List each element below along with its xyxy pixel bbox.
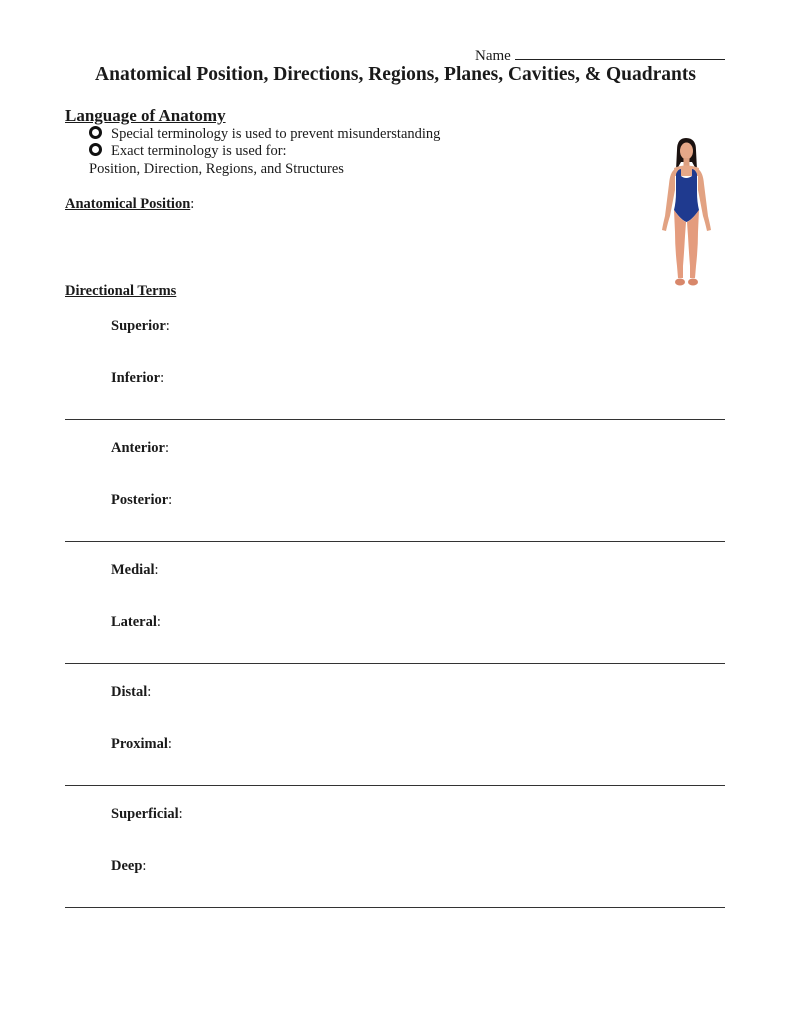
directional-terms-heading: Directional Terms	[65, 283, 177, 299]
directional-term	[111, 370, 164, 387]
left-arm-shape	[662, 169, 675, 231]
name-label: Name	[475, 48, 511, 64]
anatomical-position-text: Anatomical Position	[65, 196, 191, 212]
colon: :	[178, 806, 183, 822]
bullet-text: Special terminology is used to prevent misunderstanding	[111, 126, 441, 142]
directional-term	[111, 684, 151, 701]
colon: :	[142, 858, 147, 874]
ring-bullet-icon	[89, 143, 102, 156]
right-arm-shape	[698, 169, 711, 231]
directional-term	[111, 562, 159, 579]
directional-term	[111, 858, 146, 875]
colon: :	[165, 318, 170, 334]
language-of-anatomy-heading: Language of Anatomy	[65, 106, 226, 125]
directional-term-label: Superficial	[111, 806, 179, 822]
directional-term-label: Posterior	[111, 492, 169, 508]
section-divider-line	[65, 785, 725, 786]
directional-term-label: Anterior	[111, 440, 165, 456]
page-title: Anatomical Position, Directions, Regions, Planes, Cavities, & Quadrants	[95, 64, 696, 85]
right-foot-shape	[688, 279, 698, 286]
section-divider-line	[65, 419, 725, 420]
section-divider-line	[65, 663, 725, 664]
section-divider-line	[65, 541, 725, 542]
colon: :	[164, 440, 169, 456]
bullet-item	[89, 143, 287, 160]
person-anatomical-position-icon	[650, 136, 722, 292]
anatomical-position-label	[65, 196, 194, 213]
directional-term	[111, 614, 161, 631]
terminology-list-text: Position, Direction, Regions, and Structures	[89, 161, 344, 177]
section-divider-line	[65, 907, 725, 908]
colon: :	[147, 684, 152, 700]
left-foot-shape	[675, 279, 685, 286]
colon: :	[190, 196, 195, 212]
neck-shape	[684, 158, 690, 166]
directional-term	[111, 440, 169, 457]
colon: :	[156, 614, 161, 630]
colon: :	[160, 370, 165, 386]
directional-term	[111, 318, 170, 335]
directional-term-label: Medial	[111, 562, 155, 578]
directional-term-label: Proximal	[111, 736, 168, 752]
directional-term-label: Superior	[111, 318, 166, 334]
directional-term-label: Lateral	[111, 614, 157, 630]
swimsuit-shape	[674, 169, 699, 222]
directional-term-label: Deep	[111, 858, 143, 874]
directional-term	[111, 736, 172, 753]
face-shape	[680, 143, 693, 160]
colon: :	[154, 562, 159, 578]
ring-bullet-icon	[89, 126, 102, 139]
bullet-item	[89, 126, 440, 143]
name-field-row	[475, 45, 725, 65]
directional-term-label: Distal	[111, 684, 148, 700]
colon: :	[167, 736, 172, 752]
directional-term-label: Inferior	[111, 370, 161, 386]
directional-term	[111, 806, 183, 823]
directional-term	[111, 492, 172, 509]
bullet-text: Exact terminology is used for:	[111, 143, 287, 159]
colon: :	[168, 492, 173, 508]
name-blank-line[interactable]	[515, 45, 725, 60]
